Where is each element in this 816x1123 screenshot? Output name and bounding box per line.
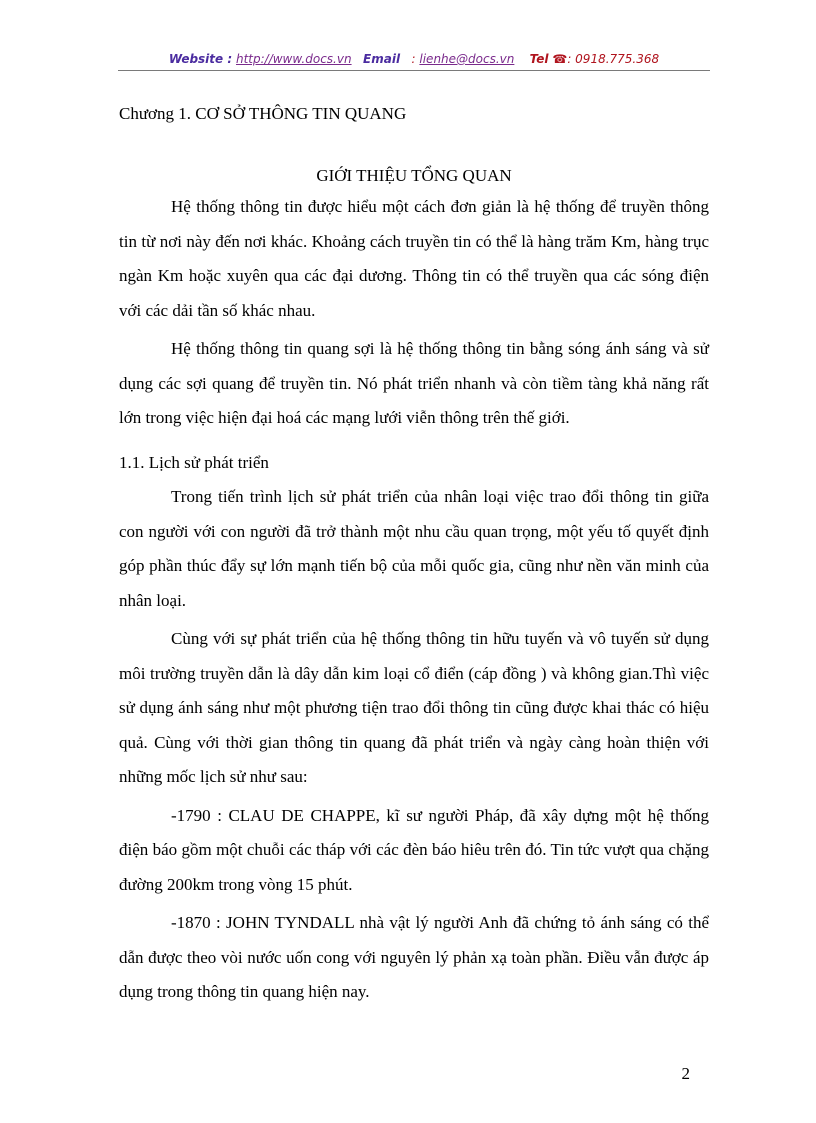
paragraph: Cùng với sự phát triển của hệ thống thông tin hữu tuyến và vô tuyến sử dụng môi trường truyền dẫn là dây dẫn kim loại cổ điển (cáp đồng ) và không gian.Thì việc sử dụng ánh sáng như một phương tiện trao đổi thông tin cũng được khai thác có hiệu quả. Cùng với thời gian thông tin quang đã phát triển và ngày càng hoàn thiện với những mốc lịch sử như sau: <box>119 629 709 786</box>
email-link[interactable]: lienhe@docs.vn <box>419 52 515 66</box>
paragraph: Hệ thống thông tin được hiểu một cách đơn giản là hệ thống để truyền thông tin từ nơi này đến nơi khác. Khoảng cách truyền tin có thể là hàng trăm Km, hàng trục ngàn Km hoặc xuyên qua các đại dương. Thông tin có thể truyền qua các sóng điện với các dải tần số khác nhau. <box>119 197 709 320</box>
email-separator: : <box>411 52 416 66</box>
paragraph: Trong tiến trình lịch sử phát triển của nhân loại việc trao đổi thông tin giữa con người với con người đã trở thành một nhu cầu quan trọng, một yếu tố quyết định góp phần thúc đẩy sự lớn mạnh tiến bộ của mỗi quốc gia, cũng như nền văn minh của nhân loại. <box>119 487 709 610</box>
website-label: Website : <box>168 52 233 66</box>
email-label: Email <box>363 52 401 66</box>
paragraph: -1790 : CLAU DE CHAPPE, kĩ sư người Pháp, đã xây dựng một hệ thống điện báo gồm một chuỗi các tháp với các đèn báo hiêu trên đó. Tin tức vượt qua chặng đường 200km trong vòng 15 phút. <box>119 805 709 894</box>
phone-icon: ☎ <box>552 52 568 66</box>
tel-value: : 0918.775.368 <box>567 52 660 66</box>
header-rule <box>118 70 710 71</box>
tel-label: Tel <box>529 52 549 66</box>
chapter-title: Chương 1. CƠ SỞ THÔNG TIN QUANG <box>119 104 407 123</box>
subsection-title: 1.1. Lịch sử phát triển <box>119 452 269 472</box>
paragraph: Hệ thống thông tin quang sợi là hệ thống thông tin bằng sóng ánh sáng và sử dụng các sợi quang để truyền tin. Nó phát triển nhanh và còn tiềm tàng khả năng rất lớn trong việc hiện đại hoá các mạng lưới viễn thông trên thế giới. <box>119 339 709 427</box>
section-title: GIỚI THIỆU TỔNG QUAN <box>316 166 512 185</box>
page-number: 2 <box>681 1064 690 1083</box>
document-body <box>119 100 709 1010</box>
paragraph: -1870 : JOHN TYNDALL nhà vật lý người Anh đã chứng tỏ ánh sáng có thể dẫn được theo vòi nước uốn cong với nguyên lý phản xạ toàn phần. Điều vẫn được áp dụng trong thông tin quang hiện nay. <box>119 913 709 1001</box>
website-link[interactable]: http://www.docs.vn <box>235 52 352 66</box>
page-header <box>118 50 710 68</box>
